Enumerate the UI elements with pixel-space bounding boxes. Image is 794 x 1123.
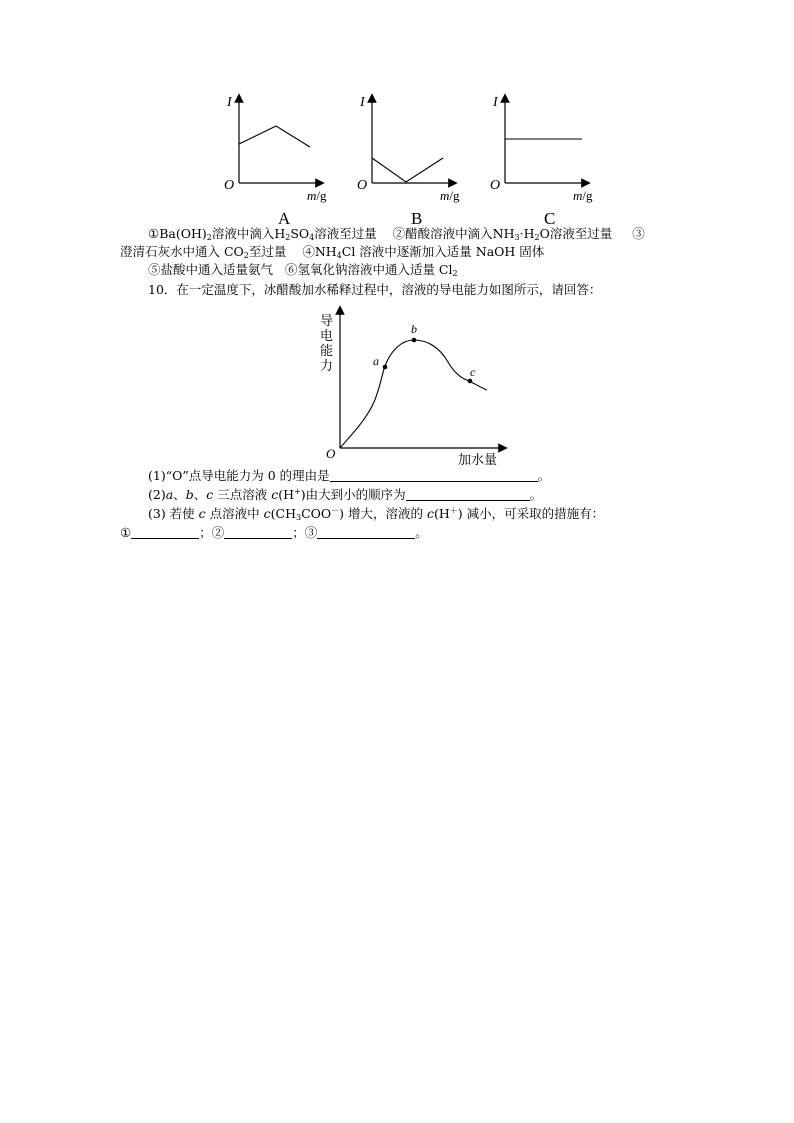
graph-a-curve — [239, 126, 310, 147]
point-b-label: b — [411, 322, 417, 336]
graph-b-curve — [372, 158, 443, 182]
y-label-2: 电 — [320, 328, 334, 343]
y-label-1: 导 — [320, 313, 334, 328]
graph-c-x-axis: m/g — [573, 188, 593, 203]
answer-blank-1[interactable] — [330, 469, 538, 482]
q10-intro: 10．在一定温度下，冰醋酸加水稀释过程中，溶液的导电能力如图所示，请回答： — [148, 282, 602, 297]
graph-b-label: B — [411, 209, 423, 228]
point-a — [383, 365, 388, 370]
q10-sub3: (3) 若使 c 点溶液中 $c(CH_3COO^-)$ 增大，溶液的 c(H＋) 减小，可采取的措施有： — [148, 506, 605, 522]
point-c — [468, 379, 473, 384]
chart-origin: O — [326, 446, 336, 461]
point-a-label: a — [373, 354, 379, 368]
answer-blank-3a[interactable] — [131, 526, 199, 539]
answer-blank-3c[interactable] — [317, 526, 415, 539]
options-line-1: $①Ba(OH)_2$溶液中滴入$H_2SO_4$溶液至过量 ②醋酸溶液中滴入$NH_3\cdot H_2O$溶液至过量 ③ — [148, 226, 645, 242]
graph-b-y-axis: I — [360, 95, 365, 110]
point-b — [412, 338, 417, 343]
answer-blank-3b[interactable] — [224, 526, 292, 539]
x-axis-label: 加水量 — [458, 452, 498, 467]
y-label-4: 力 — [320, 358, 334, 373]
y-label-3: 能 — [320, 343, 334, 358]
graph-b-origin: O — [357, 178, 368, 193]
graph-a-x-axis: m/g — [307, 188, 327, 203]
q10-sub2: (2)a、b、c 三点溶液 c(H+)由大到小的顺序为 。 — [148, 487, 543, 502]
graph-b-x-axis: m/g — [440, 188, 460, 203]
point-c-label: c — [470, 365, 476, 379]
conductivity-curve — [340, 340, 487, 448]
answer-blank-2[interactable] — [406, 488, 530, 501]
options-line-3: ⑤盐酸中通入适量氨气 ⑥氢氧化钠溶液中通入适量 $Cl_2$ — [148, 262, 458, 278]
graph-a-origin: O — [224, 178, 235, 193]
graph-a-label: A — [278, 209, 291, 228]
graph-c-y-axis: I — [493, 95, 498, 110]
options-line-2: 澄清石灰水中通入 $CO_2$至过量 $④NH_4Cl$ 溶液中逐渐加入适量 NaOH 固体 — [120, 244, 545, 260]
q10-sub1: (1)“O”点导电能力为 0 的理由是 。 — [148, 468, 551, 483]
graph-b — [357, 95, 460, 228]
graph-a — [224, 95, 327, 228]
q10-sub3-answers: ① ；② ；③ 。 — [120, 525, 428, 540]
graph-c-origin: O — [490, 178, 501, 193]
graphs-abc — [220, 90, 610, 230]
graph-a-y-axis: I — [227, 95, 232, 110]
graph-c — [490, 95, 593, 228]
graph-c-label: C — [544, 209, 556, 228]
conductivity-chart — [318, 302, 518, 472]
